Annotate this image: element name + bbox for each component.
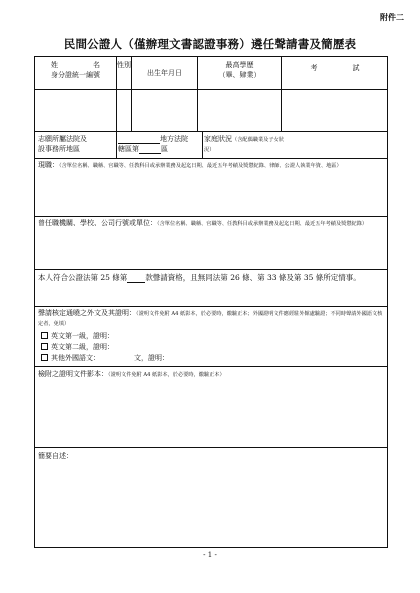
- form-title: 民間公證人（僅辦理文書認證事務）遴任聲請書及簡歷表: [63, 37, 357, 51]
- education-header: 最高學歷 （畢、肄業）: [218, 61, 261, 79]
- language-label: 聲請核定通曉之外文及其證明：（證明文件免附 A4 紙影本，於必要時，繳驗正本；外國證明文件應經駐外館處驗證；不同時聲請外國語文核定者，免填）: [38, 309, 383, 327]
- previous-job-label: 曾任職機關、學校、公司行號或單位：（含單位名稱、職稱、官職等、任教科目或承辦業務及起迄日期、最近五年考績及獎懲紀錄）: [38, 219, 368, 227]
- qualification-blank[interactable]: [127, 273, 145, 283]
- page-number: - 1 -: [203, 551, 217, 559]
- family-status-label: 家庭狀況（含配偶職業及子女狀況）: [204, 135, 284, 153]
- row-divider: [35, 306, 387, 307]
- column-divider: [116, 131, 117, 158]
- exam-header: 考 試: [310, 64, 360, 72]
- court-field[interactable]: 地方法院 轄區第 區: [118, 135, 188, 153]
- attachments-label: 檢附之證明文件影本：（證明文件免附 A4 紙影本，於必要時，繳驗正本）: [38, 370, 225, 378]
- language-option[interactable]: 英文第二級，證明：: [41, 342, 381, 352]
- checkbox[interactable]: [41, 332, 48, 339]
- row-divider: [35, 269, 387, 270]
- checkbox[interactable]: [41, 343, 48, 350]
- birth-header: 出生年月日: [147, 69, 182, 77]
- qualification-statement: 本人符合公證法第 25 條第 款聲請資格，且無同法第 26 條、第 33 條及第 35 條所定情事。: [38, 273, 361, 282]
- column-divider: [202, 131, 203, 158]
- court-label: 志願所屬法院及 設事務所地區: [38, 135, 87, 153]
- checkbox[interactable]: [41, 354, 48, 361]
- gender-header: 性別: [117, 61, 131, 69]
- row-divider: [35, 131, 387, 132]
- row-divider: [35, 366, 387, 367]
- attachment-label: 附件二: [380, 12, 404, 22]
- row-divider: [35, 158, 387, 159]
- name-header: 姓 名 身分證統一編號: [51, 61, 100, 79]
- language-option[interactable]: 英文第一級，證明：: [41, 331, 381, 341]
- application-form: [34, 56, 388, 548]
- language-option[interactable]: 其他外國語文： 文，證明：: [41, 353, 381, 363]
- self-intro-label: 簡要自述：: [38, 452, 73, 460]
- row-divider: [35, 89, 387, 90]
- row-divider: [35, 447, 387, 448]
- current-job-label: 現職：（含單位名稱、職稱、官職等、任教科目或承辦業務及起迄日期、最近五年考績及獎懲紀錄、律師、公證人執業年資、地區）: [38, 161, 342, 169]
- row-divider: [35, 216, 387, 217]
